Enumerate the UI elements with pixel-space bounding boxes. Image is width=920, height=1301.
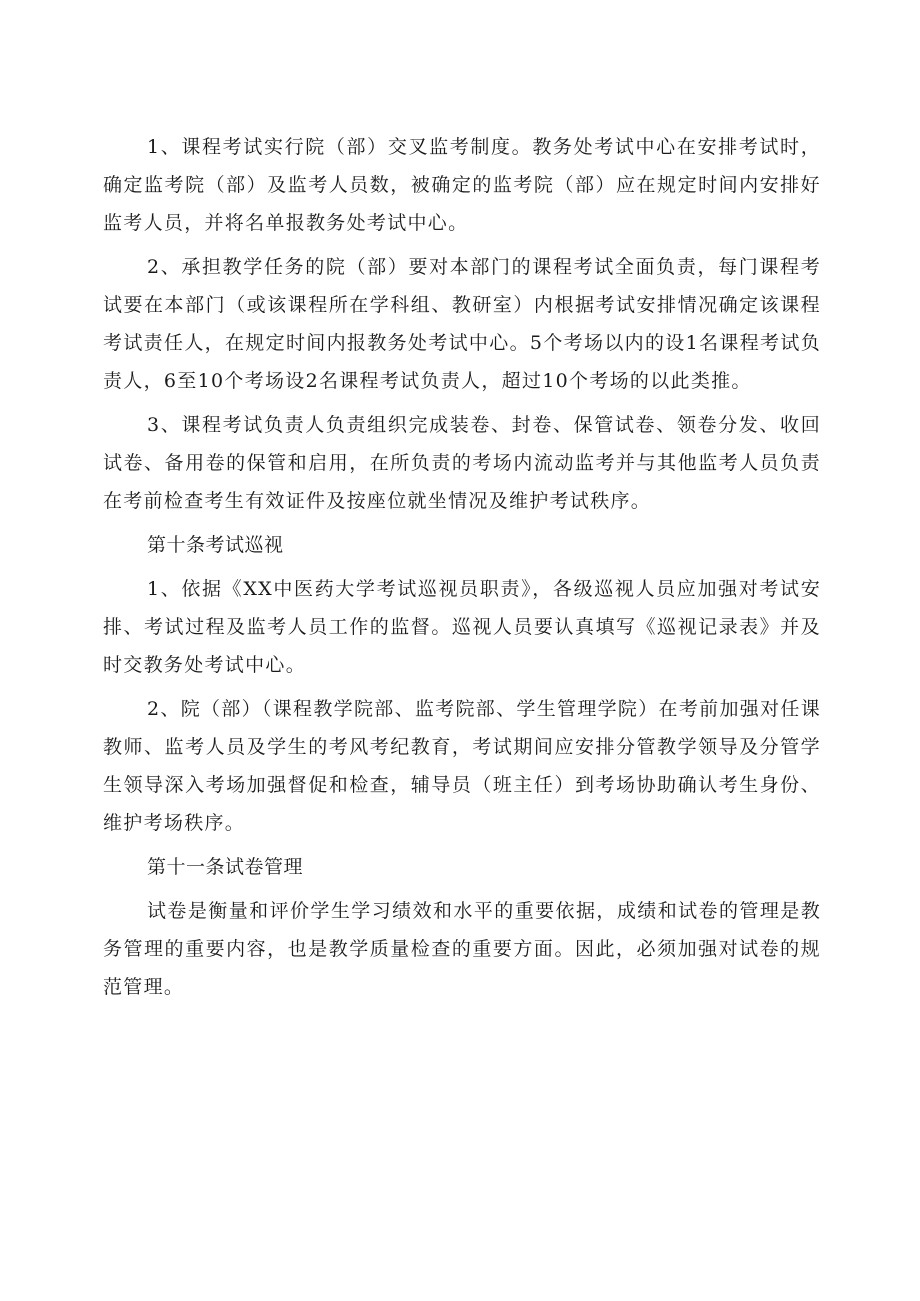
paragraph-patrol-supervision: 1、依据《XX中医药大学考试巡视员职责》，各级巡视人员应加强对考试安排、考试过程及监考人员工作的监督。巡视人员要认真填写《巡视记录表》并及时交教务处考试中心。 [103, 578, 821, 676]
paragraph-course-exam-responsibility: 2、承担教学任务的院（部）要对本部门的课程考试全面负责，每门课程考试要在本部门（或该课程所在学科组、教研室）内根据考试安排情况确定该课程考试责任人，在规定时间内报教务处考试中心。5个考场以内的设1名课程考试负责人，6至10个考场设2名课程考试负责人，超过10个考场的以此类推。 [103, 256, 821, 392]
document-body [103, 128, 821, 1006]
paragraph-department-education: 2、院（部）（课程教学院部、监考院部、学生管理学院）在考前加强对任课教师、监考人员及学生的考风考纪教育，考试期间应安排分管教学领导及分管学生领导深入考场加强督促和检查，辅导员（班主任）到考场协助确认考生身份、维护考场秩序。 [103, 698, 821, 834]
paragraph-paper-management-importance: 试卷是衡量和评价学生学习绩效和水平的重要依据，成绩和试卷的管理是教务管理的重要内容，也是教学质量检查的重要方面。因此，必须加强对试卷的规范管理。 [103, 900, 821, 998]
section-heading-paper-management: 第十一条试卷管理 [147, 856, 304, 878]
paragraph-exam-head-duties: 3、课程考试负责人负责组织完成装卷、封卷、保管试卷、领卷分发、收回试卷、备用卷的保管和启用，在所负责的考场内流动监考并与其他监考人员负责在考前检查考生有效证件及按座位就坐情况及维护考试秩序。 [103, 414, 821, 512]
section-heading-exam-patrol: 第十条考试巡视 [147, 534, 284, 556]
paragraph-invigilation-system: 1、课程考试实行院（部）交叉监考制度。教务处考试中心在安排考试时，确定监考院（部）及监考人员数，被确定的监考院（部）应在规定时间内安排好监考人员，并将名单报教务处考试中心。 [103, 136, 821, 234]
